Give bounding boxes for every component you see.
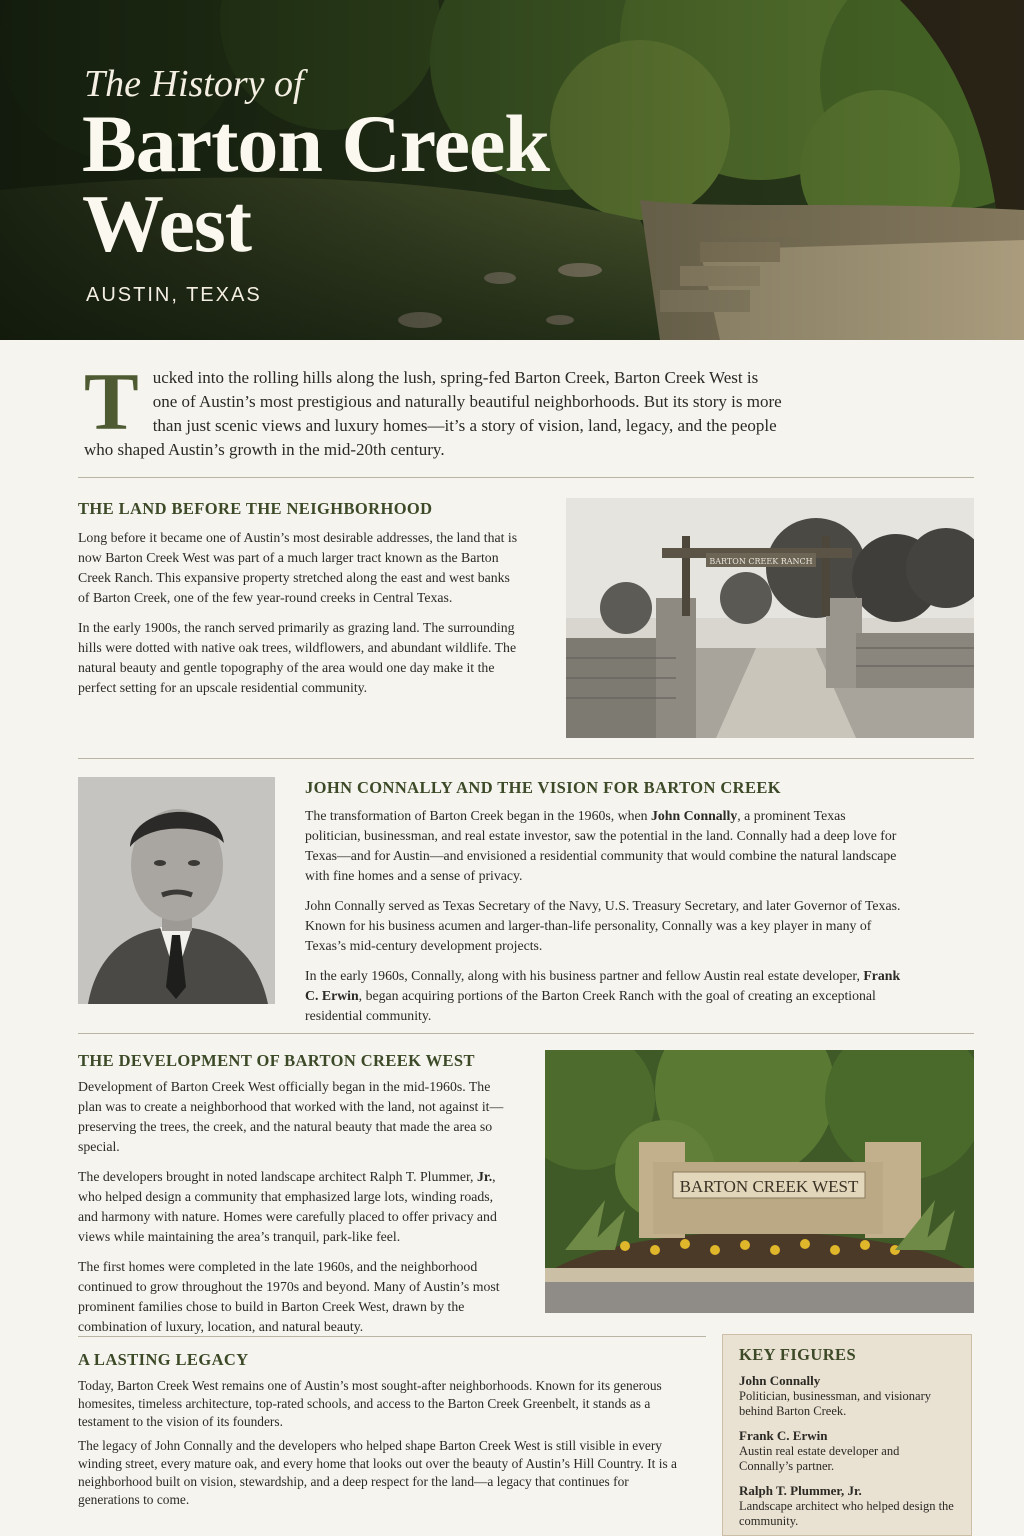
paragraph: The transformation of Barton Creek began in the 1960s, when John Connally, a prominent Texas politician, businessman, and real estate investor, saw the potential in the land. Connally had a deep love for Texas—and for Austin—and envisioned a residential community that would combine the natural landscape with fine homes and a sense of privacy. <box>305 808 897 883</box>
gate-sign-text: BARTON CREEK RANCH <box>709 557 813 566</box>
intro-paragraph <box>84 356 784 462</box>
paragraph: Today, Barton Creek West remains one of Austin’s most sought-after neighborhoods. Known for its generous homesites, timeless architecture, top-rated schools, and access to the Barton Creek Greenbelt, it stands as a testament to the vision of its founders. <box>78 1378 662 1429</box>
hero-banner <box>0 0 1024 340</box>
divider <box>78 758 974 759</box>
key-figures-title: KEY FIGURES <box>739 1345 857 1364</box>
divider <box>78 1033 974 1034</box>
paragraph: In the early 1960s, Connally, along with his business partner and fellow Austin real estate developer, Frank C. Erwin, began acquiring portions of the Barton Creek Ranch with the goal of creating an exceptional residential community. <box>305 968 901 1023</box>
key-figure-item: John Connally Politician, businessman, and visionary behind Barton Creek. <box>739 1373 931 1418</box>
section-heading-connally: JOHN CONNALLY AND THE VISION FOR BARTON CREEK <box>305 778 781 797</box>
hero-subtitle: AUSTIN, TEXAS <box>86 284 262 306</box>
key-figures-box <box>722 1334 972 1536</box>
key-figure-item: Frank C. Erwin Austin real estate developer and Connally’s partner. <box>739 1428 900 1473</box>
key-figure-item: Ralph T. Plummer, Jr. Landscape architect who helped design the community. <box>739 1483 954 1528</box>
divider <box>78 477 974 478</box>
section-heading-land: THE LAND BEFORE THE NEIGHBORHOOD <box>78 499 433 518</box>
paragraph: John Connally served as Texas Secretary of the Navy, U.S. Treasury Secretary, and later Governor of Texas. Known for his business acumen and larger-than-life personality, Connally was a key player in many of Texas’s mid-century development projects. <box>305 898 901 953</box>
section-body-development <box>78 1077 514 1347</box>
page-title: Barton Creek West <box>82 98 550 269</box>
ranch-gate-photo <box>566 498 974 738</box>
intro-text: ucked into the rolling hills along the lush, spring-fed Barton Creek, Barton Creek West is one of Austin’s most prestigious and naturally beautiful neighborhoods. But its story is more than just scenic views and luxury homes—it’s a story of vision, land, legacy, and the people who shaped Austin’s growth in the mid-20th century. <box>84 368 782 459</box>
paragraph: Development of Barton Creek West officially began in the mid-1960s. The plan was to create a neighborhood that worked with the land, not against it—preserving the trees, the creek, and the natural beauty that made the area so special. <box>78 1079 504 1154</box>
section-body-legacy <box>78 1377 690 1519</box>
john-connally-portrait <box>78 777 275 1004</box>
paragraph: The legacy of John Connally and the developers who helped shape Barton Creek West is still visible in every winding street, every mature oak, and every home that looks out over the beauty of Austin’s Hill Country. It is a neighborhood built on vision, stewardship, and a deep respect for the land—a legacy that continues for generations to come. <box>78 1438 677 1507</box>
paragraph: The first homes were completed in the late 1960s, and the neighborhood continued to grow throughout the 1970s and beyond. Many of Austin’s most prominent families chose to build in Barton Creek West, drawn by the combination of luxury, location, and natural beauty. <box>78 1259 500 1334</box>
hero-kicker: The History of <box>84 63 304 105</box>
name-john-connally: John Connally <box>650 808 738 823</box>
section-heading-legacy: A LASTING LEGACY <box>78 1350 249 1369</box>
section-heading-development: THE DEVELOPMENT OF BARTON CREEK WEST <box>78 1051 475 1070</box>
section-body-connally <box>305 806 903 1036</box>
paragraph: In the early 1900s, the ranch served primarily as grazing land. The surrounding hills were dotted with native oak trees, wildflowers, and abundant wildlife. The natural beauty and gentle topography of the area would one day make it the perfect setting for an upscale residential community. <box>78 620 517 695</box>
name-frank-erwin: Frank C. Erwin <box>305 968 901 1003</box>
drop-cap: T <box>84 356 139 447</box>
entrance-sign-photo <box>545 1050 974 1313</box>
entrance-sign-text: BARTON CREEK WEST <box>679 1177 859 1196</box>
paragraph: The developers brought in noted landscape architect Ralph T. Plummer, Jr., who helped design a community that emphasized large lots, winding roads, and harmony with nature. Homes were carefully placed to offer privacy and views while maintaining the area’s tranquil, park-like feel. <box>78 1169 497 1244</box>
section-body-land <box>78 528 518 708</box>
divider <box>78 1336 706 1337</box>
paragraph: Long before it became one of Austin’s most desirable addresses, the land that is now Barton Creek West was part of a much larger tract known as the Barton Creek Ranch. This expansive property stretched along the east and west banks of Barton Creek, one of the few year-round creeks in Central Texas. <box>78 530 518 605</box>
